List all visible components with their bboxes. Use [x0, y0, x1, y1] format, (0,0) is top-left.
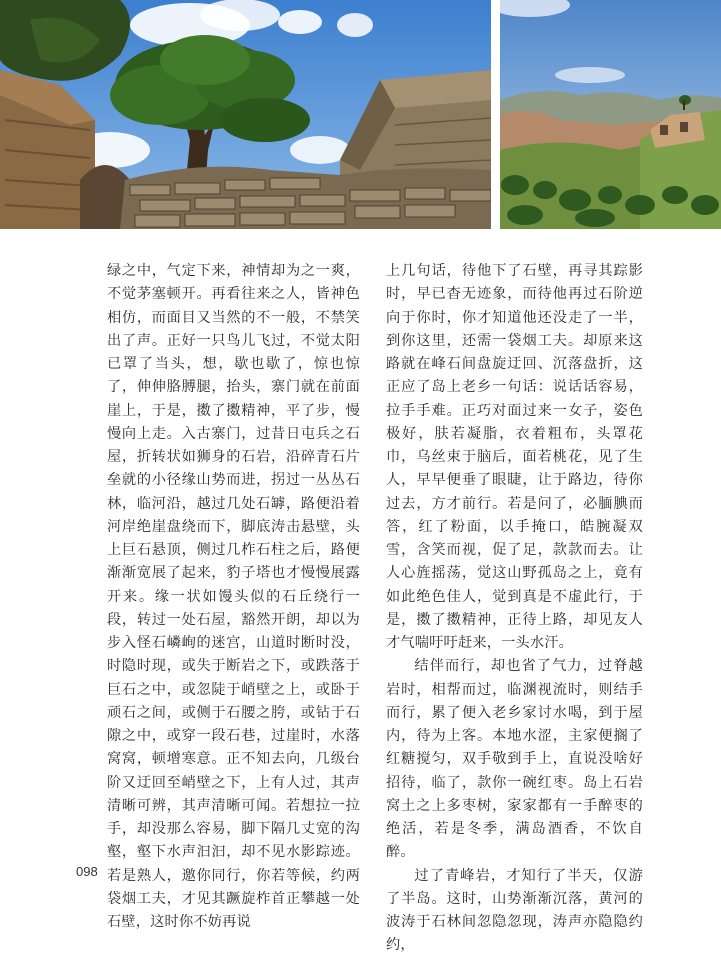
paragraph: 结伴而行，却也省了气力，过脊越岩时，相帮而过，临渊视流时，则结手而行，累了便入老乡家讨水喝，到于屋内，待为上客。本地水涩，主家便搁了红糖搅匀，双手敬到手上，直说没啥好招待，临了，款你一碗红枣。岛上石岩窝土之上多枣树，家家都有一手醉枣的绝活，若是冬季，满岛酒香，不饮自醉。 [386, 658, 643, 861]
article-column-left [107, 260, 360, 934]
paragraph-continued: 绿之中，气定下来，神情却为之一爽，不觉茅塞顿开。再看往来之人，皆神色相仿，而面目又当然的不一般，不禁笑出了声。正好一只鸟儿飞过，不觉太阳已罩了当头，想，歇也歇了，惊也惊了，伸伸胳膊腿，抬头，寨门就在前面崖上，于是，擞了擞精神，平了步，慢慢向上走。入古寨门，过昔日屯兵之石屋，折转状如狮身的石岩，沿碎青石片垒就的小径缘山势而进，拐过一丛丛石林，临河沿，越过几处石罅，路便沿着河岸绝崖盘绕而下，脚底涛击悬壁，头上巨石悬顶，侧过几柞石柱之后，路便渐渐宽展了起来，豹子塔也才慢慢展露开来。缘一状如馒头似的石丘绕行一段，转过一处石屋，豁然开朗，却以为步入怪石嶙峋的迷宫，山道时断时没，时隐时现，或失于断岩之下，或跌落于巨石之中，或忽陡于峭壁之上，或卧于顽石之间，或侧于石腰之胯，或钻于石隙之中，或穿一段石巷，过崖时，水落窝窝，顿增寒意。正不知去向，几级台阶又迂回至峭壁之下，上有人过，其声清晰可辨，其声清晰可闻。若想拉一拉手，却没那么容易，脚下隔几丈宽的沟壑，壑下水声汩汩，却不见水影踪迹。若是熟人，邀你同行，你若等候，约两袋烟工夫，才见其蹶旋柞首正攀越一处石壁，这时你不妨再说 [107, 263, 360, 930]
paragraph: 过了青峰岩，才知行了半天，仅游了半岛。这时，山势渐渐沉落，黄河的波涛于石林间忽隐忽现，涛声亦隐隐约约， [386, 867, 643, 954]
page-number: 098 [76, 864, 98, 879]
loess-hills-photo [500, 0, 721, 229]
village-wall-photo [0, 0, 491, 229]
paragraph-continued: 上几句话，待他下了石壁，再寻其踪影时，早已杳无迹象，而待他再过石阶逆向于你时，你才知道他还没走了一半，到你这里，还需一袋烟工夫。却原来这路就在峰石间盘旋迂回、沉落盘折，这正应了岛上老乡一句话：说话话容易，拉手手难。正巧对面过来一女子，姿色极好，肤若凝脂，衣着粗布，头罩花巾，乌丝束于脑后，面若桃花，见了生人，早早便垂了眼睫，让于路边，待你过去，方才前行。若是问了，必腼腆而答，红了粉面，以手掩口，皓腕凝双雪，含笑而视，促了足，款款而去。让人心旌摇荡，觉这山野孤岛之上，竟有如此绝色佳人，觉到真是不虚此行，于是，擞了擞精神，正待上路，却见友人才气喘吁吁赶来，一头水汗。 [386, 263, 643, 651]
article-column-right [386, 260, 643, 958]
village-wall-illustration [0, 0, 491, 229]
loess-hills-illustration [500, 0, 721, 229]
